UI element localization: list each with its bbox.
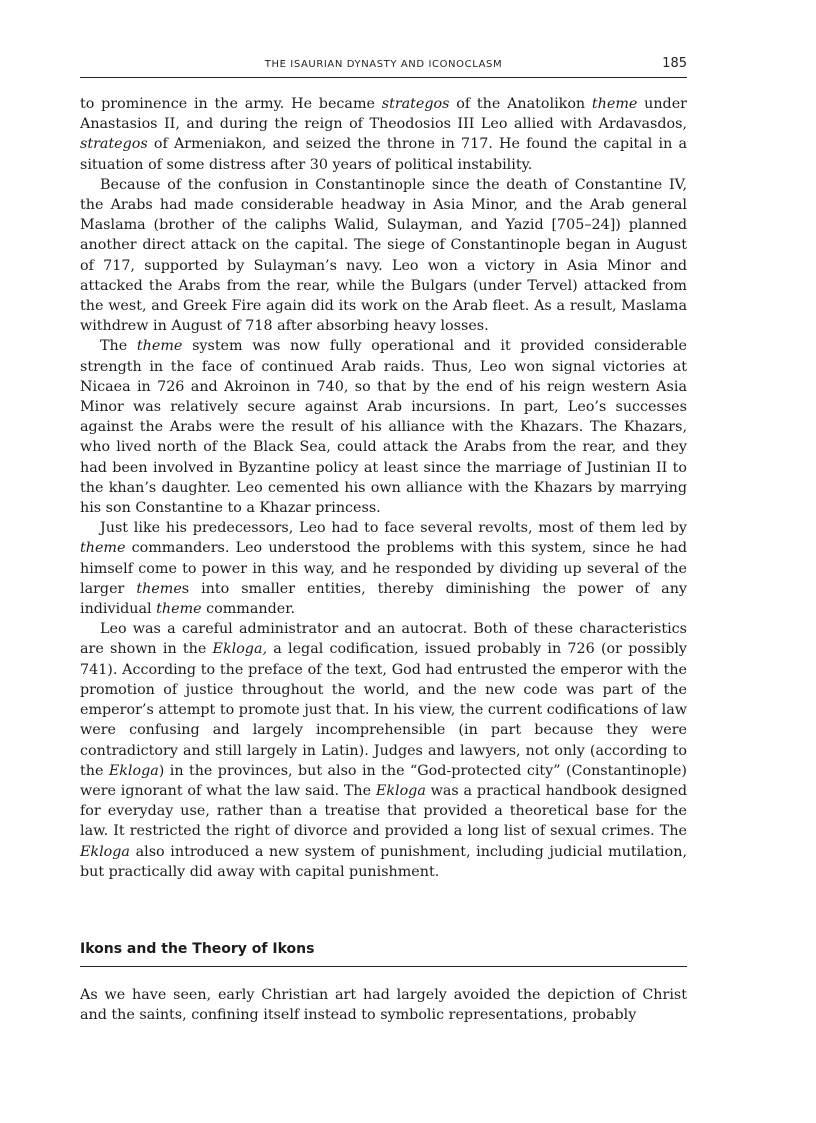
- section-rule: [80, 966, 687, 967]
- italic-run: strategos: [381, 96, 450, 112]
- text-run: Because of the confusion in Constantinople since the death of Constantine IV, the Arabs had made considerable headway in Asia Minor, and the Arab general Maslama (brother of the caliphs Walid, Sulayman, and Yazid [705–24]) planned another direct attack on the capital. The siege of Constantinople began in August of 717, supported by Sulayman’s navy. Leo won a victory in Asia Minor and attacked the Arabs from the rear, while the Bulgars (under Tervel) attacked from the west, and Greek Fire again did its work on the Arab fleet. As a result, Maslama withdrew in August of 718 after absorbing heavy losses.: [80, 176, 687, 335]
- body-text: [80, 94, 687, 882]
- text-run: of Armeniakon, and seized the throne in 717. He found the capital in a situation of some distress after 30 years of political instability.: [80, 136, 687, 173]
- italic-run: Ekloga: [375, 782, 426, 799]
- text-run: to prominence in the army. He became: [80, 96, 382, 112]
- text-run: system was now fully operational and it provided considerable strength in the face of continued Arab raids. Thus, Leo won signal victories at Nicaea in 726 and Akroinon in 740, so that by the end of his reign western Asia Minor was relatively secure against Arab incursions. In part, Leo’s successes against the Arabs were the result of his alliance with the Khazars. The Khazars, who lived north of the Black Sea, could attack the Arabs from the rear, and they had been involved in Byzantine policy at least since the marriage of Justinian II to the khan’s daughter. Leo cemented his own alliance with the Khazars by marrying his son Constantine to a Khazar princess.: [80, 338, 687, 517]
- italic-run: Ekloga: [108, 762, 159, 779]
- running-header: [80, 56, 687, 76]
- text-run: commanders. Leo understood the problems with this system, since he had himself come to power in this way, and he responded by dividing up several of the larger: [80, 540, 687, 597]
- header-rule: [80, 77, 687, 78]
- body-paragraph: [80, 518, 687, 619]
- italic-run: theme: [136, 580, 182, 597]
- section-heading: Ikons and the Theory of Ikons: [80, 941, 315, 957]
- italic-run: strategos: [80, 136, 148, 153]
- italic-run: Ekloga,: [212, 641, 268, 658]
- text-run: was a practical handbook designed for everyday use, rather than a treatise that provided a theoretical base for the law. It restricted the right of divorce and provided a long list of sexual crimes. The: [80, 782, 687, 840]
- section-body: [80, 985, 687, 1025]
- body-paragraph: [80, 94, 687, 175]
- italic-run: theme: [136, 338, 183, 355]
- italic-run: theme: [591, 96, 638, 112]
- body-paragraph: [80, 619, 687, 882]
- body-paragraph: [80, 336, 687, 518]
- text-run: ) in the provinces, but also in the “God-protected city” (Constantinople) were ignorant of what the law said. The: [80, 762, 687, 799]
- body-paragraph: [80, 175, 687, 337]
- text-run: also introduced a new system of punishment, including judicial mutilation, but practically did away with capital punishment.: [80, 843, 687, 880]
- text-run: Just like his predecessors, Leo had to face several revolts, most of them led by: [100, 520, 687, 537]
- text-run: The: [100, 338, 137, 355]
- text-run: under Anastasios II, and during the reign of Theodosios III Leo allied with Ardavasdos,: [80, 96, 687, 133]
- running-title: THE ISAURIAN DYNASTY AND ICONOCLASM: [264, 59, 503, 70]
- text-run: Leo was a careful administrator and an autocrat. Both of these characteristics are shown in the: [80, 621, 687, 658]
- text-run: of the Anatolikon: [449, 96, 592, 112]
- page-number: 185: [662, 56, 687, 71]
- section-paragraph: As we have seen, early Christian art had largely avoided the depiction of Christ and the saints, confining itself instead to symbolic representations, probably: [80, 987, 687, 1024]
- text-run: commander.: [201, 601, 296, 618]
- text-run: a legal codification, issued probably in 726 (or possibly 741). According to the preface of the text, God had entrusted the emperor with the promotion of justice throughout the world, and the new code was part of the emperor’s attempt to promote just that. In his view, the current codifications of law were confusing and largely incomprehensible (in part because they were contradictory and still largely in Latin). Judges and lawyers, not only (according to the: [80, 641, 687, 779]
- italic-run: theme: [80, 540, 126, 557]
- text-run: s into smaller entities, thereby diminishing the power of any individual: [80, 580, 687, 618]
- italic-run: theme: [156, 601, 202, 618]
- italic-run: Ekloga: [80, 843, 130, 860]
